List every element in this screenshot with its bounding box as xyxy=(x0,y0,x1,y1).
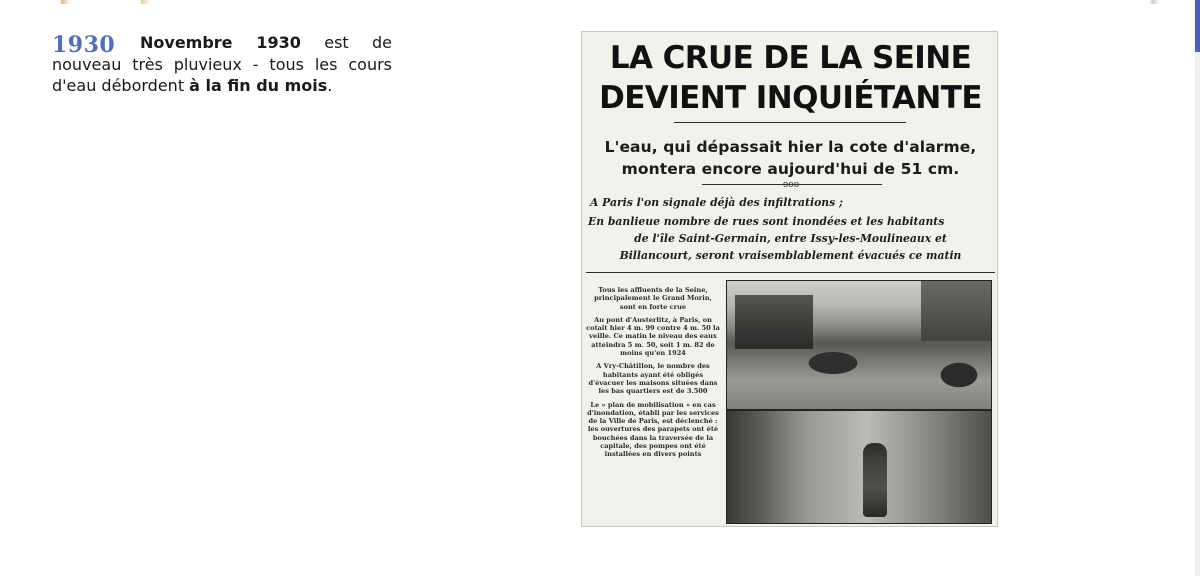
timeline-entry xyxy=(52,32,392,97)
side-paragraph: Au pont d'Austerlitz, à Paris, on cotait hier 4 m. 99 contre 4 m. 50 la veille. Ce matin le niveau des eaux atteindra 5 m. 50, soit 1 m. 82 de moins qu'en 1924 xyxy=(586,315,720,358)
newspaper-clipping-image xyxy=(581,31,998,527)
side-paragraph: Le « plan de mobilisation » en cas d'inondation, établi par les services de la Ville de Paris, est déclenché : les ouvertures des parapets ont été bouchées dans la traversée de la capitale, des pompes ont été installées en divers points xyxy=(587,400,719,459)
subhead-line-2: montera encore aujourd'hui de 51 cm. xyxy=(621,160,960,178)
kicker-line-1: A Paris l'on signale déjà des infiltrations ; xyxy=(590,196,843,209)
subhead-line-1: L'eau, qui dépassait hier la cote d'alarme, xyxy=(604,138,977,156)
treeline-shape xyxy=(921,281,991,341)
side-paragraph: A Vry-Châtillon, le nombre des habitants ayant été obligés d'évacuer les maisons situées dans les bas quartiers est de 3.500 xyxy=(588,362,718,396)
kicker-line-4: Billancourt, seront vraisemblablement évacués ce matin xyxy=(619,249,962,262)
kicker-line-2: En banlieue nombre de rues sont inondées et les habitants xyxy=(588,215,945,228)
kicker-line-3: de l'île Saint-Germain, entre Issy-les-Moulineaux et xyxy=(634,232,947,245)
scrollbar-track[interactable] xyxy=(1195,52,1200,576)
section-rule xyxy=(586,272,995,273)
truck-shape xyxy=(735,295,813,349)
entry-text-end: . xyxy=(327,76,333,95)
entry-text-body: est de nouveau très pluvieux - tous les cours d'eau débordent xyxy=(52,33,393,95)
separator-ornament: ooo xyxy=(782,180,800,190)
entry-text-bold-date: Novembre 1930 xyxy=(140,33,301,52)
entry-text-bold-end: à la fin du mois xyxy=(189,76,328,95)
headline-line-1: LA CRUE DE LA SEINE xyxy=(609,40,972,76)
top-banner-strip xyxy=(0,0,1200,4)
year-label: 1930 xyxy=(52,32,116,58)
headline-line-2: DEVIENT INQUIÉTANTE xyxy=(599,80,982,116)
flood-photo-truck xyxy=(726,280,992,410)
man-figure xyxy=(863,443,887,517)
flood-photo-man xyxy=(726,410,992,524)
side-column xyxy=(586,286,720,522)
scrollbar-thumb[interactable] xyxy=(1195,0,1200,52)
side-paragraph: Tous les affluents de la Seine, principalement le Grand Morin, sont en forte crue xyxy=(594,286,712,311)
headline-rule xyxy=(674,122,906,123)
